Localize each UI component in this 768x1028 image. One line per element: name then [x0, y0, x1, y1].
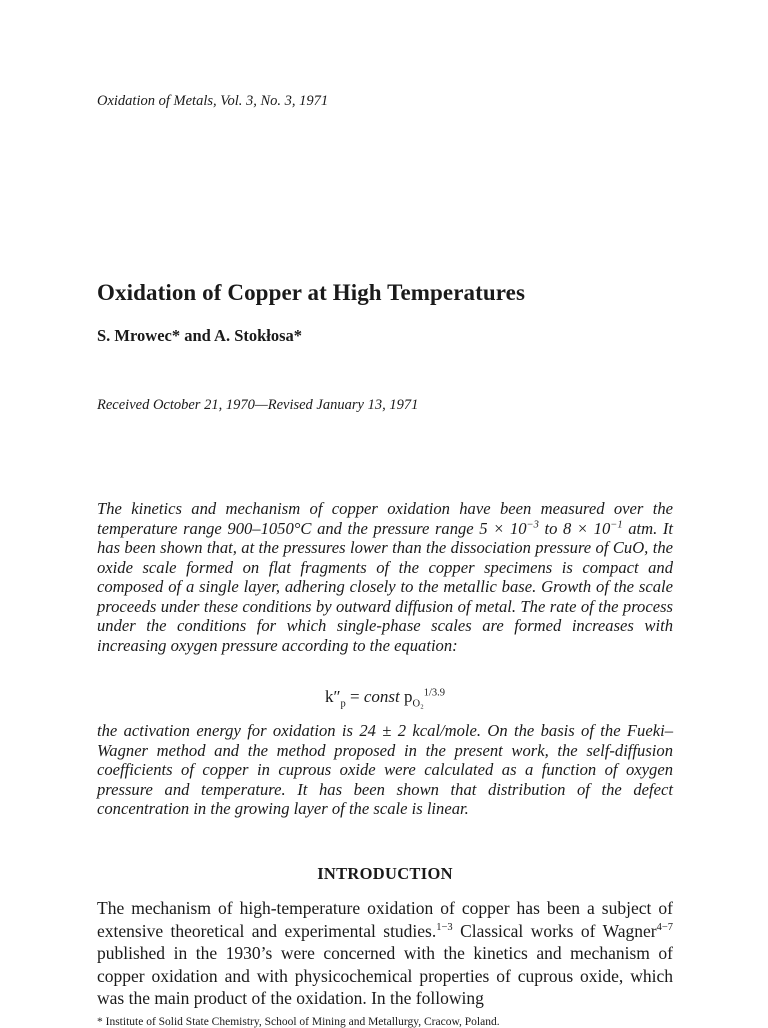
equation-pressure-subscript: O₂: [412, 698, 424, 710]
abstract-text: The kinetics and mechanism of copper oxidation have been measured over the temperature range 900–1050°C and the pressure range 5 × 10: [97, 499, 673, 538]
exponent: −3: [526, 518, 539, 530]
body-text: Classical works of Wagner: [452, 920, 657, 941]
paper-title: Oxidation of Copper at High Temperatures: [97, 280, 526, 305]
abstract-paragraph-1: [97, 499, 673, 655]
abstract-paragraph-2: the activation energy for oxidation is 24 ± 2 kcal/mole. On the basis of the Fueki–Wagner method and the method proposed in the present work, the self-diffusion coefficients of copper in cuprous oxide were calculated as a function of oxygen pressure and temperature. It has been shown that distribution of the defect concentration in the growing layer of the scale is linear.: [97, 721, 673, 818]
equation-equals: =: [345, 687, 364, 706]
rate-equation: [97, 687, 673, 710]
exponent: −1: [610, 518, 623, 530]
received-dates: Received October 21, 1970—Revised January 13, 1971: [97, 397, 419, 413]
equation-const: const: [363, 687, 400, 706]
body-text: published in the 1930’s were concerned with the kinetics and mechanism of copper oxidation and with physicochemical properties of cuprous oxide, which was the main product of the oxidation. In the following: [97, 943, 673, 1008]
equation-pressure: p: [399, 687, 413, 706]
equation-lhs-subscript: p: [340, 698, 346, 710]
authors: S. Mrowec* and A. Stokłosa*: [97, 326, 303, 345]
journal-citation: Oxidation of Metals, Vol. 3, No. 3, 1971: [97, 93, 329, 109]
equation-lhs: k″: [324, 687, 341, 706]
abstract-text: to 8 × 10: [538, 518, 611, 538]
citation-ref: 4−7: [656, 921, 674, 933]
abstract-text: atm. It has been shown that, at the pressures lower than the dissociation pressure of CuO, the oxide scale formed on flat fragments of the copper specimens is compact and composed of a single layer, adhering closely to the metallic base. Growth of the scale proceeds under these conditions by outward diffusion of metal. The rate of the process under the conditions for which single-phase scales are formed increases with increasing oxygen pressure according to the equation:: [97, 518, 673, 655]
equation-exponent: 1/3.9: [423, 687, 446, 699]
introduction-paragraph: [97, 897, 673, 1010]
affiliation-footnote: * Institute of Solid State Chemistry, School of Mining and Metallurgy, Cracow, Poland.: [97, 1016, 500, 1028]
body-text: The mechanism of high-temperature oxidation of copper has been a subject of extensive theoretical and experimental studies.: [97, 898, 673, 941]
section-heading-introduction: INTRODUCTION: [317, 864, 453, 883]
citation-ref: 1−3: [436, 921, 453, 933]
